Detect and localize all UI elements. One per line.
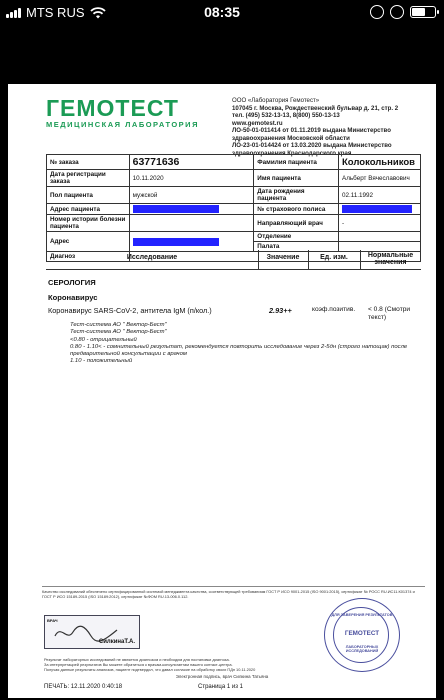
section-title: СЕРОЛОГИЯ [48,278,96,287]
disclaimer-line: Получая данные результаты анализов, пациент подтвердил, что давал согласие на обработку своих ПДн 10.11.2020 [44,667,256,672]
order-number: 63771636 [129,155,254,170]
patient-info-table [46,154,421,262]
insurance-redacted [339,204,421,215]
lab-report-page [8,84,436,698]
test-unit: коэф.позитив. [312,306,356,313]
disclaimer-line: За интерпретацией результатов Вы можете обратиться к врачам-консультантам нашего контакт-центра. [44,662,233,667]
col-value: Значение [266,254,300,261]
redaction-block [342,205,412,213]
table-row [47,155,421,170]
page-number: Страница 1 из 1 [198,684,243,690]
lab-name: ООО «Лаборатория Гемотест» [232,97,320,104]
table-row [47,215,421,232]
seal-bottom-text: ЛАБОРАТОРНЫХ ИССЛЕДОВАНИЙ [345,645,379,653]
registration-date-label: Дата регистрации заказа [47,170,130,187]
print-timestamp: ПЕЧАТЬ: 12.11.2020 0:40:18 [44,684,123,690]
seal-logo: ГЕМОТЕСТ [344,630,380,637]
history-number-label: Номер истории болезни пациента [47,215,130,232]
address-label: Адрес [47,232,130,252]
results-header [46,250,421,270]
col-study: Исследование [126,254,178,261]
redaction-block [133,238,219,246]
col-norm: Нормальные значения [367,252,414,266]
electronic-signature-note: Электронная подпись, врач Силкина Татьяна [175,674,269,679]
doctor-signature-stamp [44,615,140,649]
department-value [339,232,421,242]
signer-name: СилкинаТ.А. [98,639,135,645]
patient-birth-date: 02.11.1992 [339,187,421,204]
lab-seal-stamp [324,598,400,672]
lab-license-1: ЛО-50-01-011414 от 01.11.2019 выдана Министерство здравоохранения Московской области [232,127,391,142]
orientation-lock-icon [370,5,384,19]
footer-divider [42,586,425,587]
lab-license-2: ЛО-23-01-014424 от 13.03.2020 выдана Министерство здравоохранения Краснодарского края [232,142,392,157]
table-row [47,187,421,204]
test-method-notes [70,322,415,366]
carrier-name: MTS RUS [26,5,85,20]
diagnosis-label: Диагноз [47,252,130,262]
birth-date-label: Дата рождения пациента [254,187,339,204]
col-unit: Ед. изм. [320,254,348,261]
logo-subtitle: МЕДИЦИНСКАЯ ЛАБОРАТОРИЯ [46,120,199,129]
battery-icon [410,6,436,18]
ward-label: Палата [254,242,339,252]
department-label: Отделение [254,232,339,242]
order-number-label: № заказа [47,155,130,170]
referring-doctor-label: Направляющий врач [254,215,339,232]
method-line: 1.10 - положительный [70,358,133,365]
status-bar [0,0,444,26]
subsection-title: Коронавирус [48,293,98,302]
signer-role: ВРАЧ [47,618,58,623]
method-line: Тест-система АО " Вектор-Бест" [70,322,167,328]
registration-date: 10.11.2020 [129,170,254,187]
insurance-label: № страхового полиса [254,204,339,215]
alarm-icon [390,5,404,19]
patient-address-redacted [129,204,254,215]
seal-top-text: ДЛЯ ЗАВЕРЕНИЯ РЕЗУЛЬТАТОВ [331,613,393,617]
company-logo [46,97,199,129]
first-name-label: Имя пациента [254,170,339,187]
status-time: 08:35 [204,4,240,20]
address-redacted [129,232,254,252]
patient-surname: Колокольников [339,155,421,170]
lab-address: 107045 г. Москва, Рождественский бульвар д. 21, стр. 2 [232,104,399,112]
patient-address-label: Адрес пациента [47,204,130,215]
lab-phone: тел. (495) 532-13-13, 8(800) 550-13-13 [232,112,340,119]
lab-contact-info [232,97,432,157]
sex-label: Пол пациента [47,187,130,204]
patient-sex: мужской [129,187,254,204]
disclaimer-line: Результат лабораторных исследований не является диагнозом и необходим для постановки диагноза. [44,657,230,662]
accreditation-text: Качество исследований обеспечено сертифицированной системой менеджмента качества, соответствующей требованиям ГОСТ Р ИСО 9001-2015 (ISO 9001:2015), сертификат № РОСС RU.ИС11.К01374 и ГОСТ Р ИСО 15189-2015 (ISO 15189:2012), сертификат №ФОМ RU.13-006.0.112. [42,589,415,599]
disclaimer-text [44,657,314,672]
redaction-block [133,205,219,213]
method-line: Тест-система АО " Вектор-Бест" [70,329,167,336]
referring-doctor: - [339,215,421,232]
method-line: <0.80 - отрицательный [70,336,137,343]
test-norm: < 0.8 (Смотри текст) [368,306,411,321]
patient-first-name: Альберт Вячеславович [339,170,421,187]
lab-website: www.gemotest.ru [232,119,283,127]
table-row [47,170,421,187]
logo-wordmark: ГЕМОТЕСТ [46,95,179,121]
test-name: Коронавирус SARS-CoV-2, антитела IgM (п/кол.) [48,306,212,315]
method-line: 0.80 - 1.10< - сомнительный результат, рекомендуется повторить исследование через 2-5дн (строго натощак) после предварительной консультации с врачом [70,343,408,358]
status-right [370,5,436,19]
test-value: 2.93++ [269,306,292,315]
table-row [47,204,421,215]
history-number-value [129,215,254,232]
surname-label: Фамилия пациента [254,155,339,170]
table-row [47,232,421,242]
